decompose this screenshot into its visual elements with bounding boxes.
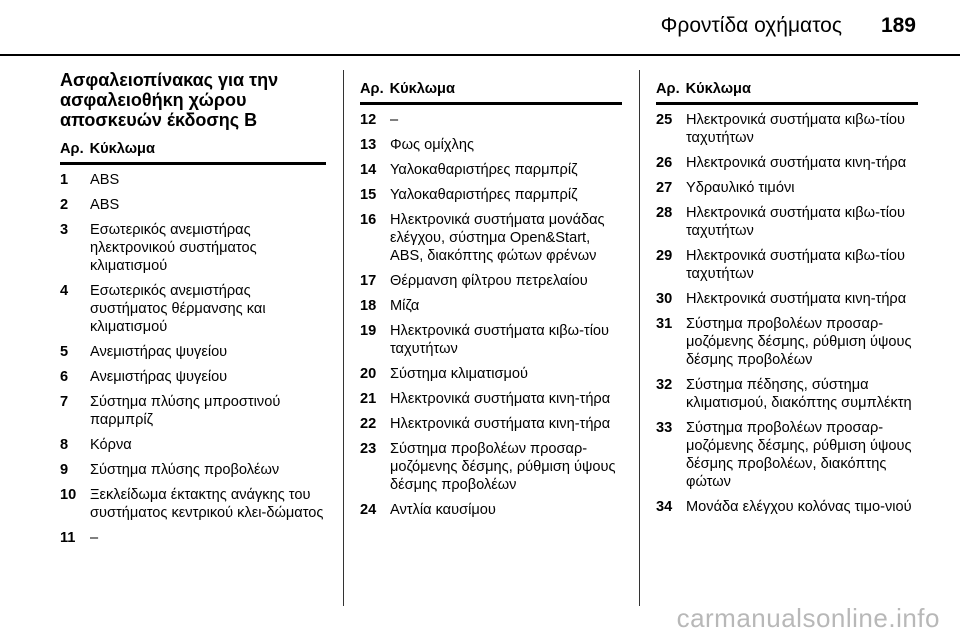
watermark: carmanualsonline.info — [676, 603, 940, 633]
fuse-number: 22 — [360, 416, 377, 432]
fuse-number: 1 — [60, 172, 69, 188]
page-number: 189 — [880, 14, 916, 37]
header-no: Αρ. — [60, 141, 84, 157]
fuse-list-2 — [360, 111, 622, 519]
table-header — [656, 80, 918, 105]
fuse-number: 30 — [656, 291, 673, 307]
table-row — [60, 343, 326, 361]
fuse-list-1 — [60, 171, 326, 547]
fuse-number: 28 — [656, 205, 673, 221]
table-row — [60, 282, 326, 336]
fuse-circuit: Ηλεκτρονικά συστήματα μονάδας ελέγχου, σύστημα Open&Start, ABS, διακόπτης φώτων φρένων — [390, 212, 605, 264]
fuse-circuit: Ηλεκτρονικά συστήματα κιβω-τίου ταχυτήτων — [686, 112, 906, 146]
fuse-number: 18 — [360, 298, 377, 314]
fuse-circuit: Ανεμιστήρας ψυγείου — [90, 369, 228, 385]
fuse-circuit: Ξεκλείδωμα έκτακτης ανάγκης του συστήματος κεντρικού κλει-δώματος — [90, 487, 324, 521]
fuse-number: 11 — [60, 530, 76, 546]
header-circuit: Κύκλωμα — [89, 141, 155, 157]
table-row — [656, 179, 918, 197]
fuse-number: 34 — [656, 499, 673, 515]
fuse-circuit: Σύστημα πλύσης προβολέων — [90, 462, 280, 478]
table-row — [360, 440, 622, 494]
fuse-number: 7 — [60, 394, 69, 410]
fuse-circuit: Ηλεκτρονικά συστήματα κινη-τήρα — [686, 291, 907, 307]
fuse-circuit: Φως ομίχλης — [390, 137, 474, 153]
fuse-circuit: Ηλεκτρονικά συστήματα κινη-τήρα — [686, 155, 907, 171]
fuse-number: 24 — [360, 502, 377, 518]
table-row — [656, 111, 918, 147]
fuse-circuit: Ηλεκτρονικά συστήματα κιβω-τίου ταχυτήτων — [390, 323, 610, 357]
header-no: Αρ. — [656, 81, 680, 97]
fuse-circuit: Σύστημα κλιματισμού — [390, 366, 528, 382]
table-row — [656, 419, 918, 491]
fuse-number: 10 — [60, 487, 77, 503]
fuse-circuit: Ανεμιστήρας ψυγείου — [90, 344, 228, 360]
table-row — [360, 297, 622, 315]
table-row — [60, 196, 326, 214]
fuse-circuit: ABS — [90, 197, 120, 213]
fuse-number: 29 — [656, 248, 673, 264]
table-row — [60, 529, 326, 547]
fuse-circuit: Ηλεκτρονικά συστήματα κινη-τήρα — [390, 416, 611, 432]
fuse-circuit: Εσωτερικός ανεμιστήρας ηλεκτρονικού συστήματος κλιματισμού — [90, 222, 257, 274]
table-row — [60, 171, 326, 189]
header-no: Αρ. — [360, 81, 384, 97]
table-row — [60, 486, 326, 522]
fuse-circuit: Κόρνα — [90, 437, 132, 453]
table-row — [360, 501, 622, 519]
header-circuit: Κύκλωμα — [685, 81, 751, 97]
fuse-number: 4 — [60, 283, 69, 299]
fuse-number: 15 — [360, 187, 377, 203]
fuse-circuit: Σύστημα προβολέων προσαρ-μοζόμενης δέσμης, ρύθμιση ύψους δέσμης προβολέων, διακόπτης φώτων — [686, 420, 912, 490]
column-3 — [656, 80, 918, 523]
fuse-circuit: – — [390, 112, 399, 128]
fuse-circuit: Αντλία καυσίμου — [390, 502, 496, 518]
fuse-number: 2 — [60, 197, 69, 213]
table-row — [60, 368, 326, 386]
fuse-circuit: Σύστημα προβολέων προσαρ-μοζόμενης δέσμης, ρύθμιση ύψους δέσμης προβολέων — [686, 316, 912, 368]
fuse-number: 8 — [60, 437, 69, 453]
fuse-circuit: Μίζα — [390, 298, 420, 314]
header-title: Φροντίδα οχήματος — [660, 14, 842, 37]
fuse-circuit: Σύστημα προβολέων προσαρ-μοζόμενης δέσμης, ρύθμιση ύψους δέσμης προβολέων — [390, 441, 616, 493]
fuse-number: 26 — [656, 155, 673, 171]
table-row — [60, 436, 326, 454]
fuse-number: 19 — [360, 323, 377, 339]
table-row — [60, 221, 326, 275]
column-divider — [639, 70, 640, 606]
fuse-number: 13 — [360, 137, 377, 153]
table-row — [360, 365, 622, 383]
table-row — [360, 161, 622, 179]
fuse-circuit: Εσωτερικός ανεμιστήρας συστήματος θέρμανσης και κλιματισμού — [90, 283, 266, 335]
table-row — [656, 154, 918, 172]
fuse-number: 6 — [60, 369, 69, 385]
table-row — [360, 415, 622, 433]
table-row — [656, 204, 918, 240]
table-row — [360, 322, 622, 358]
fuse-circuit: Μονάδα ελέγχου κολόνας τιμο-νιού — [686, 499, 912, 515]
fuse-circuit: Σύστημα πλύσης μπροστινού παρμπρίζ — [90, 394, 281, 428]
fuse-circuit: Ηλεκτρονικά συστήματα κινη-τήρα — [390, 391, 611, 407]
table-row — [60, 393, 326, 429]
section-title: Ασφαλειοπίνακας για την ασφαλειοθήκη χώρου αποσκευών έκδοσης Β — [60, 70, 279, 130]
table-row — [360, 136, 622, 154]
table-row — [360, 186, 622, 204]
fuse-number: 25 — [656, 112, 673, 128]
fuse-number: 3 — [60, 222, 69, 238]
table-row — [360, 390, 622, 408]
table-header — [60, 140, 326, 165]
table-header — [360, 80, 622, 105]
fuse-number: 27 — [656, 180, 673, 196]
fuse-number: 14 — [360, 162, 377, 178]
fuse-circuit: Ηλεκτρονικά συστήματα κιβω-τίου ταχυτήτων — [686, 248, 906, 282]
table-row — [656, 290, 918, 308]
column-2 — [360, 80, 622, 526]
table-row — [360, 211, 622, 265]
fuse-circuit: ABS — [90, 172, 120, 188]
header-circuit: Κύκλωμα — [389, 81, 455, 97]
table-row — [656, 247, 918, 283]
fuse-circuit: – — [90, 530, 99, 546]
fuse-number: 32 — [656, 377, 673, 393]
fuse-number: 5 — [60, 344, 69, 360]
fuse-number: 17 — [360, 273, 377, 289]
table-row — [60, 461, 326, 479]
fuse-circuit: Θέρμανση φίλτρου πετρελαίου — [390, 273, 588, 289]
table-row — [360, 272, 622, 290]
table-row — [656, 498, 918, 516]
fuse-number: 16 — [360, 212, 377, 228]
fuse-number: 21 — [360, 391, 377, 407]
fuse-circuit: Σύστημα πέδησης, σύστημα κλιματισμού, διακόπτης συμπλέκτη — [686, 377, 912, 411]
fuse-number: 31 — [656, 316, 673, 332]
table-row — [360, 111, 622, 129]
fuse-number: 9 — [60, 462, 69, 478]
table-row — [656, 315, 918, 369]
fuse-list-3 — [656, 111, 918, 516]
page-header — [0, 0, 960, 52]
fuse-number: 12 — [360, 112, 377, 128]
fuse-number: 33 — [656, 420, 673, 436]
table-row — [656, 376, 918, 412]
fuse-circuit: Υαλοκαθαριστήρες παρμπρίζ — [390, 162, 578, 178]
header-rule — [0, 54, 960, 56]
column-1 — [60, 70, 326, 554]
fuse-circuit: Υδραυλικό τιμόνι — [686, 180, 795, 196]
fuse-number: 20 — [360, 366, 377, 382]
fuse-circuit: Ηλεκτρονικά συστήματα κιβω-τίου ταχυτήτων — [686, 205, 906, 239]
fuse-circuit: Υαλοκαθαριστήρες παρμπρίζ — [390, 187, 578, 203]
fuse-number: 23 — [360, 441, 377, 457]
column-divider — [343, 70, 344, 606]
